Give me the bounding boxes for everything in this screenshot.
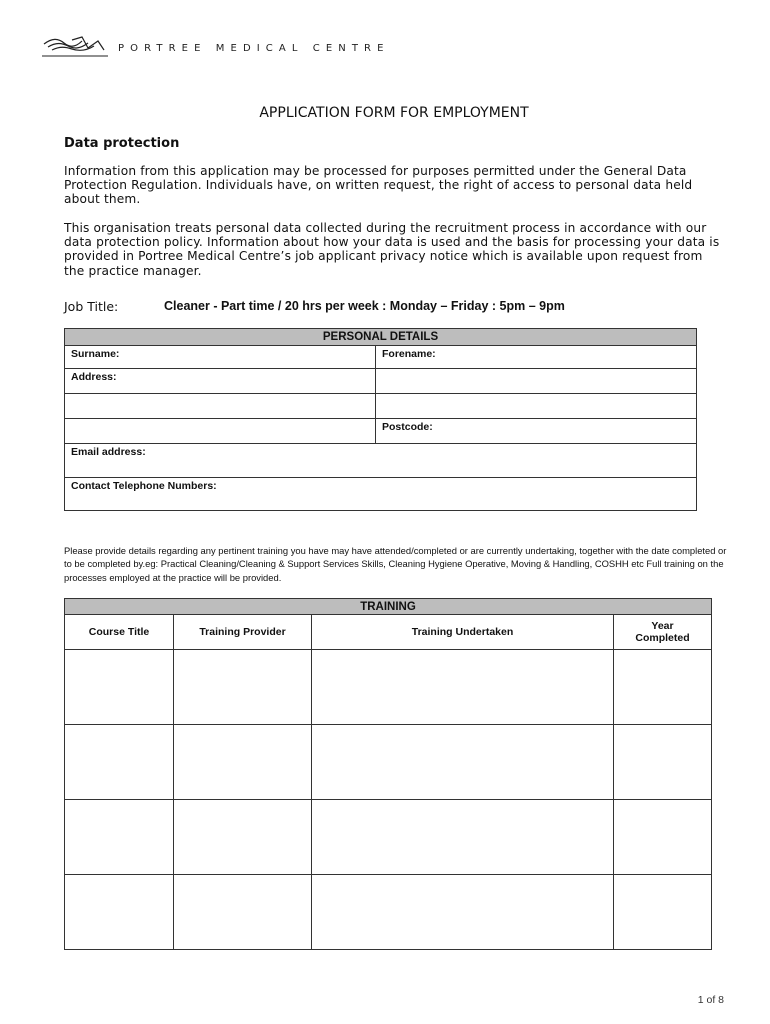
col-training-undertaken: Training Undertaken <box>312 615 614 650</box>
table-cell[interactable] <box>614 875 712 950</box>
table-cell[interactable] <box>312 875 614 950</box>
surname-field[interactable] <box>65 346 376 369</box>
job-title-label: Job Title: <box>64 299 119 314</box>
col-year-completed-label: Year Completed <box>635 620 690 644</box>
surname-label: Surname: <box>71 348 120 360</box>
table-cell[interactable] <box>614 650 712 725</box>
col-course-title: Course Title <box>65 615 174 650</box>
col-year-completed <box>614 615 712 650</box>
postcode-field[interactable] <box>376 419 697 444</box>
address-label: Address: <box>71 371 117 383</box>
page-number: 1 of 8 <box>697 994 724 1006</box>
data-protection-heading: Data protection <box>64 136 180 151</box>
col-training-provider: Training Provider <box>174 615 312 650</box>
personal-details-heading: PERSONAL DETAILS <box>65 329 697 346</box>
email-label: Email address: <box>71 446 146 458</box>
table-cell[interactable] <box>65 800 174 875</box>
organisation-name: PORTREE MEDICAL CENTRE <box>118 43 390 54</box>
data-protection-paragraph-2: This organisation treats personal data collected during the recruitment process in accordance with our data protection policy. Information about how your data is used and the basis for processing your data is provided in Portree Medical Centre’s job applicant privacy notice which is available upon request from the practice manager. <box>64 221 720 278</box>
table-cell[interactable] <box>65 650 174 725</box>
address-line-2-field[interactable] <box>65 394 376 419</box>
training-table <box>64 598 712 950</box>
address-line-2-right-field[interactable] <box>376 394 697 419</box>
table-cell[interactable] <box>174 650 312 725</box>
table-cell[interactable] <box>174 800 312 875</box>
training-heading: TRAINING <box>65 599 712 615</box>
address-field[interactable] <box>65 369 376 394</box>
table-cell[interactable] <box>614 800 712 875</box>
forename-field[interactable] <box>376 346 697 369</box>
wave-logo-icon <box>42 34 108 60</box>
job-title-value: Cleaner - Part time / 20 hrs per week : Monday – Friday : 5pm – 9pm <box>164 299 565 313</box>
table-cell[interactable] <box>65 875 174 950</box>
table-cell[interactable] <box>174 875 312 950</box>
table-cell[interactable] <box>614 725 712 800</box>
data-protection-paragraph-1: Information from this application may be processed for purposes permitted under the General Data Protection Regulation. Individuals have, on written request, the right of access to personal data held about them. <box>64 164 693 207</box>
phone-field[interactable] <box>65 478 697 511</box>
training-instructions: Please provide details regarding any pertinent training you have may have attended/completed or are currently undertaking, together with the date completed or to be completed by.eg: Practical Cleaning/Cleaning & Support Services Skills, Cleaning Hygiene Operative, Moving & Handling, COSHH etc Full training on the processes employed at the practice will be provided. <box>64 545 727 583</box>
address-line-3-field[interactable] <box>65 419 376 444</box>
table-cell[interactable] <box>312 725 614 800</box>
address-field-right[interactable] <box>376 369 697 394</box>
phone-label: Contact Telephone Numbers: <box>71 480 217 492</box>
table-cell[interactable] <box>65 725 174 800</box>
forename-label: Forename: <box>382 348 436 360</box>
table-cell[interactable] <box>312 800 614 875</box>
table-cell[interactable] <box>312 650 614 725</box>
email-field[interactable] <box>65 444 697 478</box>
table-cell[interactable] <box>174 725 312 800</box>
form-title: APPLICATION FORM FOR EMPLOYMENT <box>259 105 529 121</box>
personal-details-table <box>64 328 697 511</box>
postcode-label: Postcode: <box>382 421 433 433</box>
